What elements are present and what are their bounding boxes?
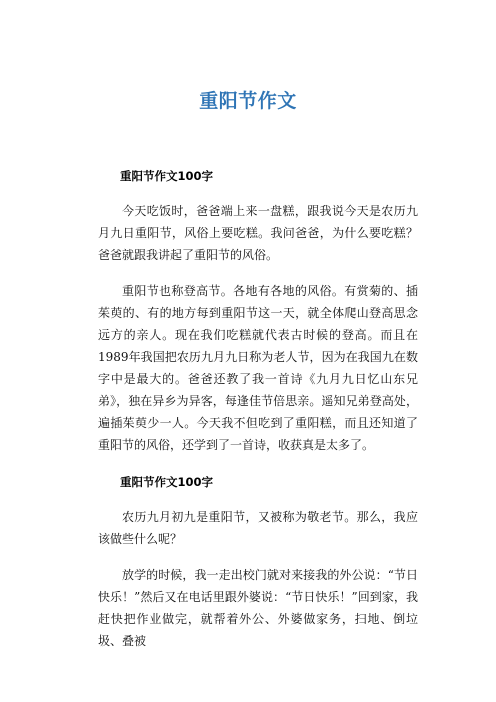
paragraph: 农历九月初九是重阳节，又被称为敬老节。那么，我应该做些什么呢？ — [98, 510, 418, 546]
essay-section-2 — [98, 474, 418, 652]
paragraph: 放学的时候，我一走出校门就对来接我的外公说：“节日快乐！”然后又在电话里跟外婆说：“节日快乐！”回到家，我赶快把作业做完，就帮着外公、外婆做家务，扫地、倒垃圾、叠被 — [98, 568, 418, 648]
paragraph: 重阳节也称登高节。各地有各地的风俗。有赏菊的、插茱萸的、有的地方每到重阳节这一天，就全体爬山登高思念远方的亲人。现在我们吃糕就代表古时候的登高。而且在1989年我国把农历九月九日称为老人节，因为在我国九在数字中是最大的。爸爸还教了我一首诗《九月九日忆山东兄弟》，独在异乡为异客，每逢佳节倍思亲。遥知兄弟登高处，遍插茱萸少一人。今天我不但吃到了重阳糕，而且还知道了重阳节的风俗，还学到了一首诗，收获真是太多了。 — [98, 284, 418, 452]
document-body — [98, 168, 418, 666]
section-heading: 重阳节作文100字 — [120, 169, 214, 183]
section-heading: 重阳节作文100字 — [120, 475, 214, 489]
paragraph: 今天吃饭时，爸爸端上来一盘糕，跟我说今天是农历九月九日重阳节，风俗上要吃糕。我问爸爸，为什么要吃糕？爸爸就跟我讲起了重阳节的风俗。 — [98, 204, 418, 262]
essay-section-1 — [98, 168, 418, 456]
document-title: 重阳节作文 — [199, 90, 297, 112]
